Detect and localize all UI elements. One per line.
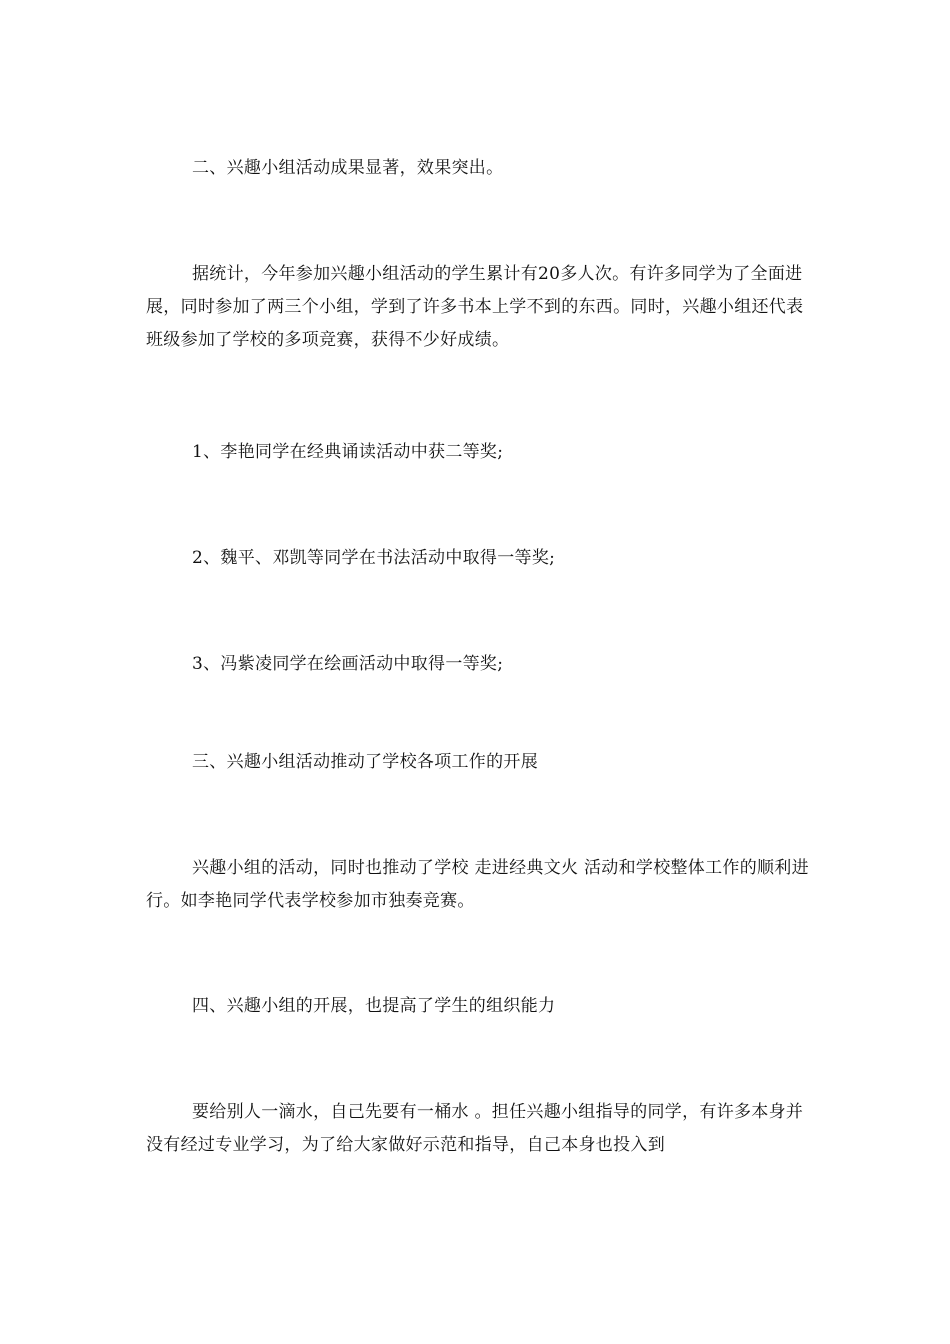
paragraph-statistics: 据统计，今年参加兴趣小组活动的学生累计有20多人次。有许多同学为了全面进展，同时参加了两三个小组，学到了许多书本上学不到的东西。同时，兴趣小组还代表班级参加了学校的多项竞赛，获得不少好成绩。 — [146, 264, 804, 350]
award-item-1: 1、李艳同学在经典诵读活动中获二等奖; — [192, 442, 504, 462]
award-item-3: 3、冯紫凌同学在绘画活动中取得一等奖; — [192, 654, 504, 674]
paragraph-organization: 要给别人一滴水，自己先要有一桶水 。担任兴趣小组指导的同学，有许多本身并没有经过专业学习，为了给大家做好示范和指导，自己本身也投入到 — [146, 1102, 804, 1155]
section-heading-2: 二、兴趣小组活动成果显著，效果突出。 — [192, 158, 504, 178]
section-heading-3: 三、兴趣小组活动推动了学校各项工作的开展 — [192, 752, 538, 772]
paragraph-school-work: 兴趣小组的活动，同时也推动了学校 走进经典文火 活动和学校整体工作的顺利进行。如李艳同学代表学校参加市独奏竞赛。 — [146, 858, 809, 911]
award-item-2: 2、魏平、邓凯等同学在书法活动中取得一等奖; — [192, 548, 556, 568]
section-heading-4: 四、兴趣小组的开展，也提高了学生的组织能力 — [192, 996, 556, 1016]
